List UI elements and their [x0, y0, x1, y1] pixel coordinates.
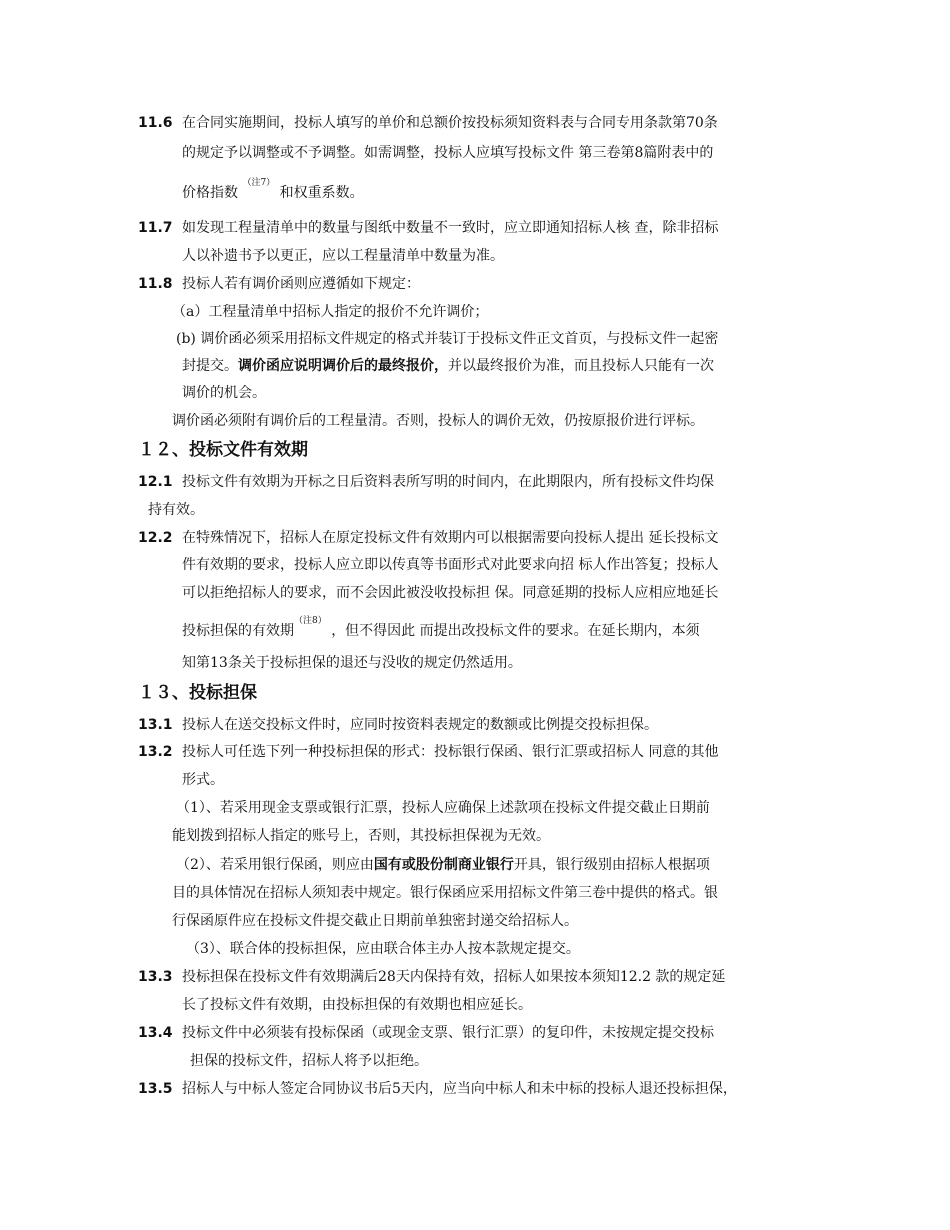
clause-text: 人以补遗书予以更正，应以工程量清单中数量为准。 — [182, 248, 504, 264]
clause-text: （3）、联合体的投标担保，应由联合体主办人按本款规定提交。 — [186, 941, 580, 957]
text-run: 封提交。 — [182, 358, 238, 374]
text-run: （2）、若采用银行保函，则应由 — [176, 857, 374, 873]
clause-text: 形式。 — [182, 772, 224, 788]
clause-text: 投标文件有效期为开标之日后资料表所写明的时间内，在此期限内，所有投标文件均保 — [182, 474, 714, 490]
clause-text: 持有效。 — [148, 502, 204, 518]
clause-text: （a）工程量清单中招标人指定的报价不允许调价； — [172, 304, 489, 320]
clause-text: 投标人可任选下列一种投标担保的形式：投标银行保函、银行汇票或招标人 同意的其他 — [182, 744, 719, 760]
clause-number: 11.8 — [138, 276, 173, 292]
bold-text: 调价函应说明调价后的最终报价， — [238, 358, 448, 374]
clause-text: 能划拨到招标人指定的账号上，否则，其投标担保视为无效。 — [172, 828, 550, 844]
clause-text: 投标文件中必须装有投标保函（或现金支票、银行汇票）的复印件，未按规定提交投标 — [182, 1025, 714, 1041]
clause-number: 13.4 — [138, 1025, 173, 1041]
clause-text: 目的具体情况在招标人须知表中规定。银行保函应采用招标文件第三卷中提供的格式。银 — [172, 885, 718, 901]
clause-text: 投标人在送交投标文件时，应同时按资料表规定的数额或比例提交投标担保。 — [182, 717, 658, 733]
clause-text — [182, 178, 364, 205]
clause-text: 可以拒绝招标人的要求，而不会因此被没收投标担 保。同意延期的投标人应相应地延长 — [182, 585, 719, 601]
section-heading-12: １２、投标文件有效期 — [138, 440, 308, 460]
clause-text: （1）、若采用现金支票或银行汇票，投标人应确保上述款项在投标文件提交截止日期前 — [176, 800, 710, 816]
clause-text — [182, 356, 714, 376]
text-run: 投标担保的有效期 — [182, 623, 294, 639]
clause-text: 调价的机会。 — [182, 385, 266, 401]
clause-text — [176, 855, 710, 875]
clause-text: 长了投标文件有效期，由投标担保的有效期也相应延长。 — [182, 997, 532, 1013]
clause-number: 13.5 — [138, 1081, 173, 1097]
clause-text: 的规定予以调整或不予调整。如需调整，投标人应填写投标文件 第三卷第8篇附表中的 — [182, 145, 714, 161]
clause-number: 13.2 — [138, 744, 173, 760]
text-run: 和权重系数。 — [279, 185, 364, 201]
text-run: 并以最终报价为准，而且投标人只能有一次 — [448, 358, 714, 374]
clause-text: 行保函原件应在投标文件提交截止日期前单独密封递交给招标人。 — [172, 913, 578, 929]
clause-text: (b) 调价函必须采用招标文件规定的格式并装订于投标文件正文首页，与投标文件一起密 — [176, 331, 719, 347]
text-run: 价格指数 — [182, 185, 238, 201]
clause-number: 12.1 — [138, 474, 173, 490]
clause-text: 投标人若有调价函则应遵循如下规定： — [182, 276, 420, 292]
clause-number: 12.2 — [138, 530, 173, 546]
clause-text: 调价函必须附有调价后的工程量清。否则，投标人的调价无效，仍按原报价进行评标。 — [172, 413, 704, 429]
clause-text: 担保的投标文件，招标人将予以拒绝。 — [190, 1053, 428, 1069]
text-run: ，但不得因此 而提出改投标文件的要求。在延长期内，本须 — [331, 623, 700, 639]
clause-text: 在特殊情况下，招标人在原定投标文件有效期内可以根据需要向投标人提出 延长投标文 — [182, 530, 719, 546]
section-heading-13: １３、投标担保 — [138, 683, 257, 703]
clause-text — [182, 616, 700, 643]
footnote-marker: （注8） — [294, 616, 327, 626]
clause-text: 如发现工程量清单中的数量与图纸中数量不一致时，应立即通知招标人核 查，除非招标 — [182, 220, 719, 236]
clause-text: 投标担保在投标文件有效期满后28天内保持有效，招标人如果按本须知12.2 款的规定延 — [182, 969, 726, 985]
text-run: 开具，银行级别由招标人根据项 — [513, 857, 710, 873]
clause-text: 招标人与中标人签定合同协议书后5天内，应当向中标人和未中标的投标人退还投标担保， — [182, 1081, 737, 1097]
clause-number: 11.6 — [138, 115, 173, 131]
clause-text: 在合同实施期间，投标人填写的单价和总额价按投标须知资料表与合同专用条款第70条 — [182, 115, 718, 131]
clause-number: 11.7 — [138, 220, 173, 236]
footnote-marker: （注7） — [242, 178, 276, 188]
clause-number: 13.3 — [138, 969, 173, 985]
clause-text: 件有效期的要求，投标人应立即以传真等书面形式对此要求向招 标人作出答复；投标人 — [182, 557, 719, 573]
clause-number: 13.1 — [138, 717, 173, 733]
bold-text: 国有或股份制商业银行 — [373, 857, 514, 873]
clause-text: 知第13条关于投标担保的退还与没收的规定仍然适用。 — [182, 655, 522, 671]
